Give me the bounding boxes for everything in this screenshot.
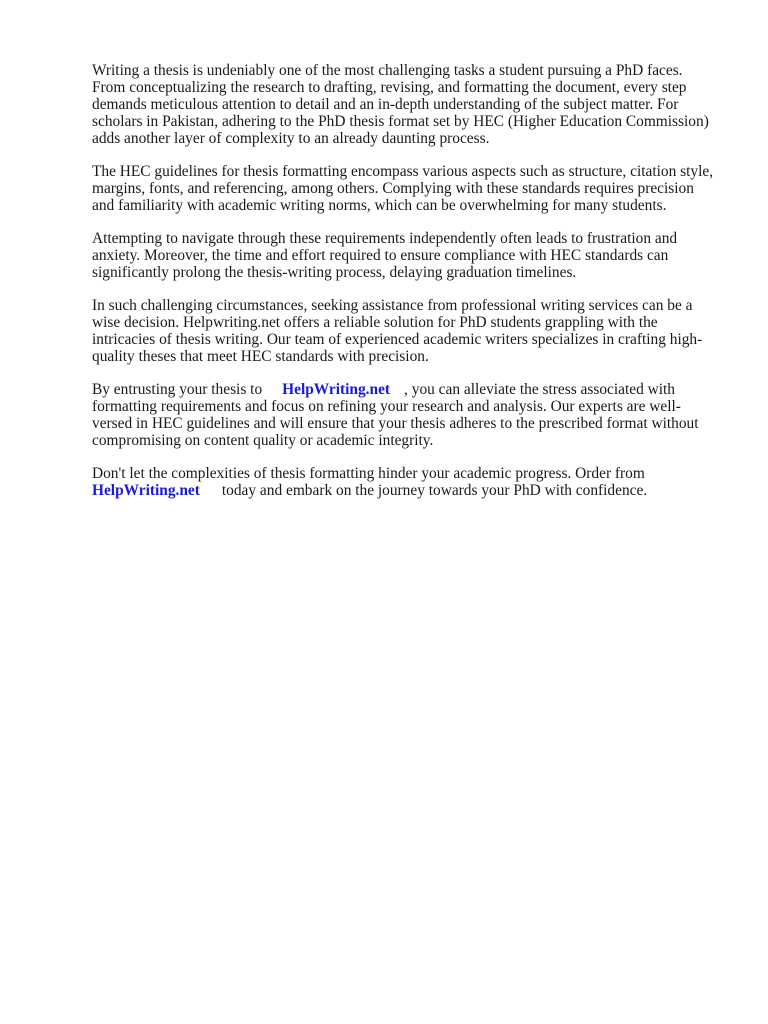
order-text-after: today and embark on the journey towards your PhD with confidence.	[221, 482, 648, 499]
paragraph-challenges: Attempting to navigate through these requirements independently often leads to frustration and anxiety. Moreover, the time and effort required to ensure compliance with HEC standards can significantly prolong the thesis-writing process, delaying graduation timelines.	[92, 230, 678, 281]
paragraph-order	[92, 465, 714, 499]
helpwriting-order-link[interactable]: HelpWriting.net	[92, 482, 200, 499]
helpwriting-link[interactable]: HelpWriting.net	[282, 381, 391, 398]
paragraph-entrust	[92, 381, 714, 449]
paragraph-intro: Writing a thesis is undeniably one of the most challenging tasks a student pursuing a PhD faces. From conceptualizing the research to drafting, revising, and formatting the document, every step demands meticulous attention to detail and an in-depth understanding of the subject matter. For scholars in Pakistan, adhering to the PhD thesis format set by HEC (Higher Education Commission) adds another layer of complexity to an already daunting process.	[92, 62, 709, 147]
paragraph-hec-guidelines: The HEC guidelines for thesis formatting encompass various aspects such as structure, citation style, margins, fonts, and referencing, among others. Complying with these standards requires precision and familiarity with academic writing norms, which can be overwhelming for many students.	[92, 163, 714, 214]
document-body	[92, 62, 714, 515]
order-text-before: Don't let the complexities of thesis formatting hinder your academic progress. Order from	[92, 465, 645, 482]
entrust-text-after: , you can alleviate the stress associated with formatting requirements and focus on refining your research and analysis. Our experts are well-versed in HEC guidelines and will ensure that your thesis adheres to the prescribed format without compromising on content quality or academic integrity.	[92, 381, 699, 449]
entrust-text-before: By entrusting your thesis to	[92, 381, 263, 398]
paragraph-assistance: In such challenging circumstances, seeking assistance from professional writing services can be a wise decision. Helpwriting.net offers a reliable solution for PhD students grappling with the intricacies of thesis writing. Our team of experienced academic writers specializes in crafting high-quality theses that meet HEC standards with precision.	[92, 297, 703, 365]
